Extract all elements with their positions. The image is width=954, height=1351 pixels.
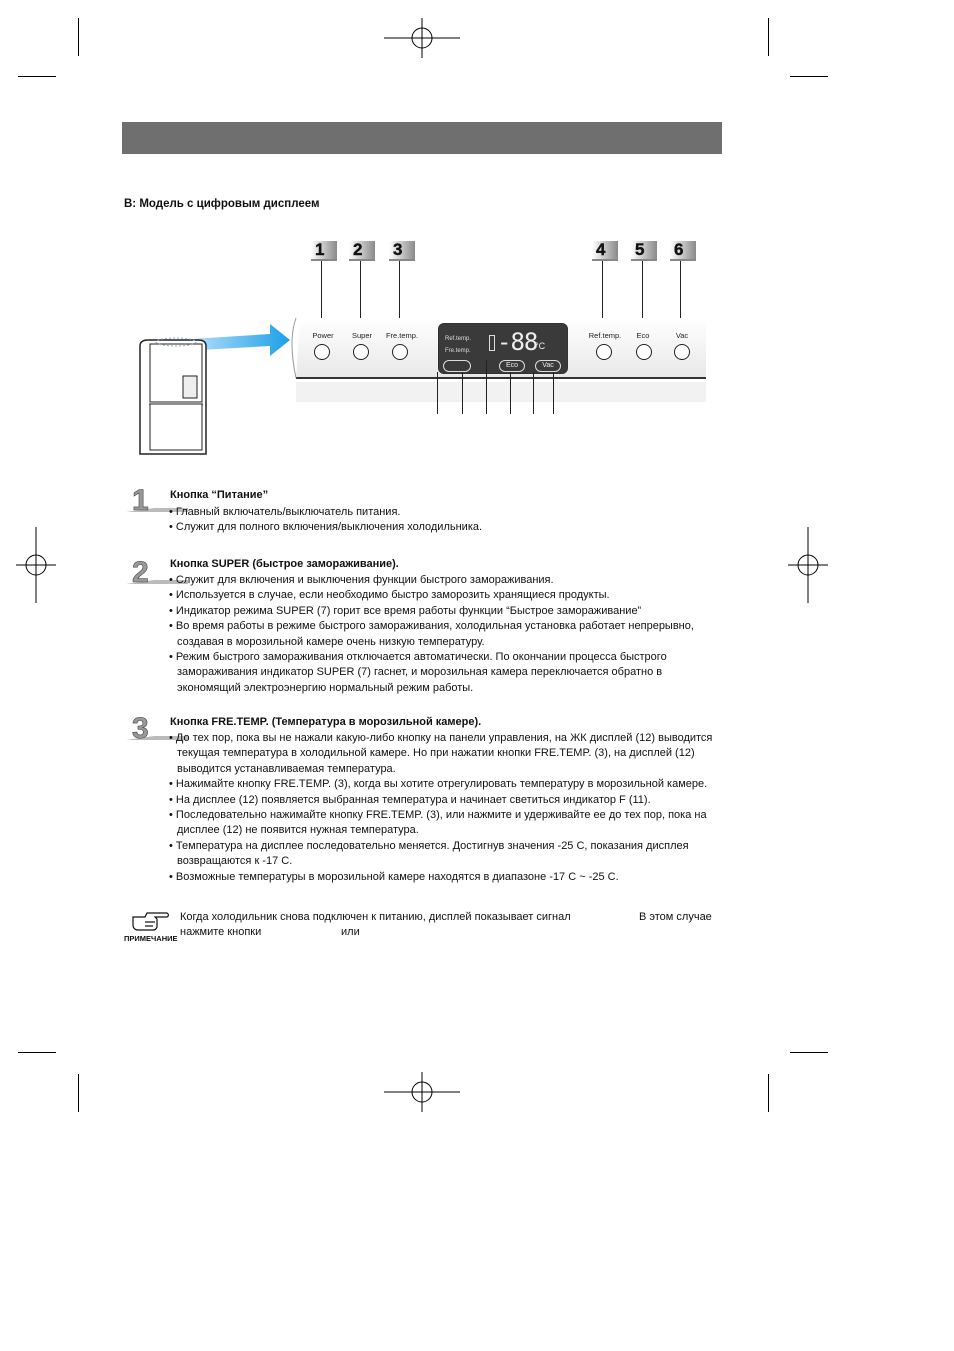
display-vac-pill: Vac [535,360,561,372]
refrigerator-illustration [130,318,295,458]
svg-text:2: 2 [132,556,149,584]
leader-line [553,372,554,414]
list-item: • До тех пор, пока вы не нажали какую-либо кнопку на панели управления, на ЖК дисплей (12) выводится текущая температура в холодильной камере. Но при нажатии кнопки FRE.TEMP. (3), на дисплей (12) выводится устанавливаемая температура. [166,731,726,777]
super-button[interactable] [353,344,369,360]
note-line2-b: или [341,926,360,938]
list-item: • Последовательно нажимайте кнопку FRE.TEMP. (3), или нажмите и удерживайте ее до тех пор, пока на дисплее (12) не появится нужная температура. [166,808,726,839]
display-fre-label: Fre.temp. [445,348,471,354]
indicator-bar [489,335,495,351]
list-item: • Температура на дисплее последовательно меняется. Достигнув значения -25 C, показания дисплея возвращаются к -17 C. [166,839,726,870]
list-item: • Нажимайте кнопку FRE.TEMP. (3), когда вы хотите отрегулировать температуру в морозильной камере. [166,777,726,792]
list-item: • Возможные температуры в морозильной камере находятся в диапазоне -17 C ~ -25 C. [166,870,726,885]
list-item: • Во время работы в режиме быстрого замораживания, холодильная установка работает непрерывно, создавая в морозильной камере очень низкую температуру. [166,619,726,650]
section-2-list [166,573,726,696]
lcd-display [438,323,568,374]
vac-button[interactable] [674,344,690,360]
list-item: • На дисплее (12) появляется выбранная температура и начинает светиться индикатор F (11). [166,793,726,808]
callout-1: 1 [311,241,337,259]
list-item: • Служит для включения и выключения функции быстрого замораживания. [166,573,726,588]
note-label: ПРИМЕЧАНИЕ [124,934,178,943]
leader-line [486,360,487,414]
callout-6: 6 [670,241,696,259]
callout-5: 5 [631,241,657,259]
power-label: Power [312,331,334,340]
list-item: • Служит для полного включения/выключения холодильника. [166,520,726,535]
eco-button[interactable] [636,344,652,360]
section-3-title: Кнопка FRE.TEMP. (Температура в морозильной камере). [170,716,482,728]
list-item: • Режим быстрого замораживания отключается автоматически. По окончании процесса быстрого замораживания индикатор SUPER (7) гаснет, и морозильная камера переключается обратно в экономящий электроэнергию нормальный режим работы. [166,650,726,696]
header-bar [122,122,722,154]
callout-2: 2 [349,241,375,259]
section-1-list [166,505,726,536]
section-1-title: Кнопка “Питание” [170,489,269,501]
display-indicator-pill [443,360,471,372]
ref-temp-button[interactable] [596,344,612,360]
eco-label: Eco [636,331,650,340]
display-digits: -88 [497,328,538,356]
note-line2-a: нажмите кнопки [180,926,262,938]
display-ref-label: Ref.temp. [445,336,472,342]
pointing-hand-icon [131,909,171,931]
list-item: • Используется в случае, если необходимо быстро заморозить хранящиеся продукты. [166,588,726,603]
display-unit: °C [535,341,546,351]
super-label: Super [351,331,372,340]
note-line1-b: В этом случае [639,911,712,923]
power-button[interactable] [314,344,330,360]
list-item: • Индикатор режима SUPER (7) горит все время работы функции “Быстрое замораживание” [166,604,726,619]
ref-temp-label: Ref.temp. [588,331,622,340]
section-3-list [166,731,726,885]
vac-label: Vac [675,331,689,340]
svg-text:3: 3 [132,712,149,740]
leader-line [437,372,438,414]
fre-temp-button[interactable] [392,344,408,360]
fre-temp-label: Fre.temp. [385,331,419,340]
section-2-title: Кнопка SUPER (быстрое замораживание). [170,558,399,570]
callout-3: 3 [389,241,415,259]
note-line1-a: Когда холодильник снова подключен к питанию, дисплей показывает сигнал [180,911,571,923]
display-eco-pill: Eco [499,360,525,372]
leader-line [510,372,511,414]
leader-line [533,372,534,414]
callout-4: 4 [592,241,618,259]
section-subtitle: B: Модель с цифровым дисплеем [124,198,320,210]
leader-line [462,372,463,414]
svg-text:1: 1 [132,484,149,512]
list-item: • Главный включатель/выключатель питания. [166,505,726,520]
